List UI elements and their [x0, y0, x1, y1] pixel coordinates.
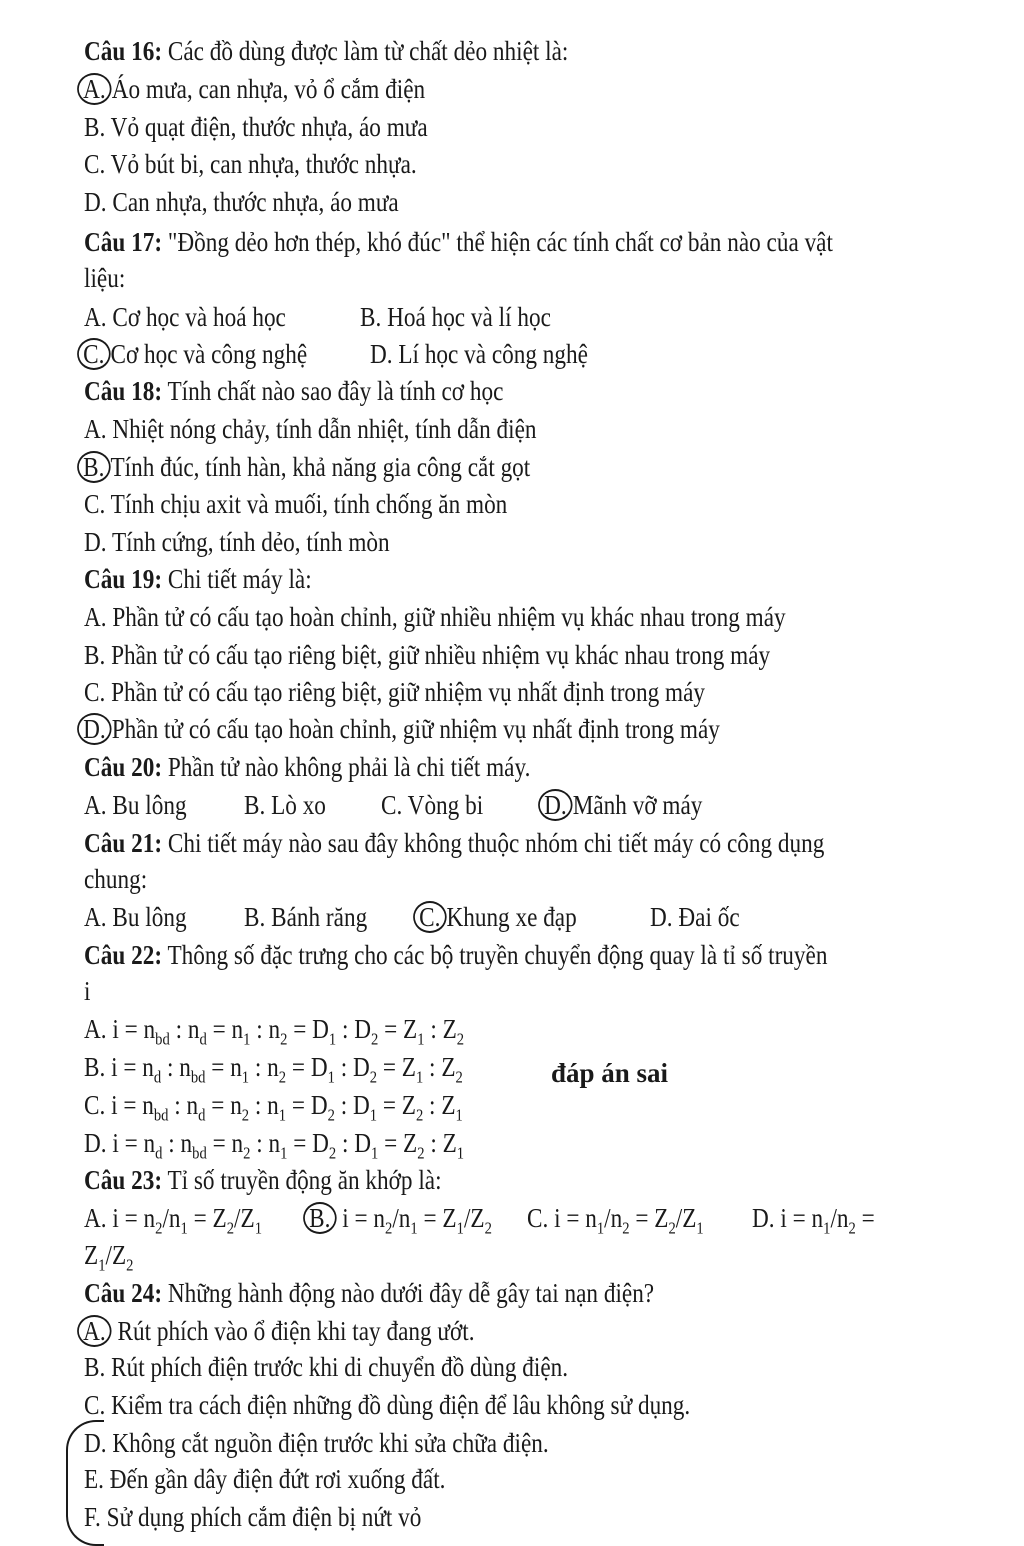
q16-option-c: C. Vỏ bút bi, can nhựa, thước nhựa.: [84, 149, 417, 179]
q18-option-a: A. Nhiệt nóng chảy, tính dẫn nhiệt, tính dẫn điện: [84, 414, 537, 444]
q19-option-a: A. Phần tử có cấu tạo hoàn chỉnh, giữ nhiều nhiệm vụ khác nhau trong máy: [84, 602, 786, 632]
q22-option-d: D. $i = n_d$ : $n_{bd} = n_2$ : $n_1 = D_2$ : $D_1 = Z_2$ : $Z_1$: [84, 1128, 465, 1163]
option-text: Tính đúc, tính hàn, khả năng gia công cắt gọt: [110, 452, 531, 482]
formula-prefix: D. i = n: [84, 1128, 156, 1158]
q24-option-a: [84, 1314, 475, 1348]
q24-option-c: C. Kiểm tra cách điện những đồ dùng điện để lâu không sử dụng.: [84, 1390, 691, 1420]
question-number: Câu 16:: [84, 36, 163, 66]
question-number: Câu 18:: [84, 376, 163, 406]
formula-prefix: A. i = n: [84, 1014, 156, 1044]
q17-option-b: B. Hoá học và lí học: [360, 302, 551, 332]
q24-option-b: B. Rút phích điện trước khi di chuyển đồ dùng điện.: [84, 1352, 569, 1382]
q23-option-d: D. $i = n_1/n_2$ =: [752, 1203, 875, 1238]
q22-option-b: B. $i = n_d$ : $n_{bd} = n_1$ : $n_2 = D_1$ : $D_2 = Z_1$ : $Z_2$: [84, 1052, 463, 1087]
answer-bracket: [66, 1420, 104, 1546]
q21-option-b: B. Bánh răng: [244, 902, 368, 932]
q17-option-c: [84, 337, 307, 371]
q22-option-c: C. $i = n_{bd}$ : $n_d = n_2$ : $n_1 = D_2$ : $D_1 = Z_2$ : $Z_1$: [84, 1090, 463, 1125]
q16-option-a: [84, 72, 425, 106]
q20-option-b: B. Lò xo: [244, 790, 326, 820]
q23-option-a: A. $i = n_2/n_1 = Z_2/Z_1$: [84, 1203, 263, 1238]
question-number: Câu 24:: [84, 1278, 163, 1308]
option-text: Áo mưa, can nhựa, vỏ ổ cắm điện: [111, 74, 426, 104]
question-text: Tính chất nào sao đây là tính cơ học: [162, 376, 504, 406]
q21-option-a: A. Bu lông: [84, 902, 187, 932]
formula-prefix: B. i = n: [84, 1052, 154, 1082]
formula-prefix: D. i = n: [752, 1203, 824, 1233]
question-24: [84, 1276, 654, 1310]
question-22: [84, 938, 827, 972]
question-21: [84, 826, 824, 860]
question-18: [84, 374, 503, 408]
question-22-cont: i: [84, 976, 91, 1006]
question-17-cont: liệu:: [84, 263, 126, 293]
question-19: [84, 562, 312, 596]
q23-option-c: C. $i = n_1/n_2 = Z_2/Z_1$: [527, 1203, 704, 1238]
q19-option-c: C. Phần tử có cấu tạo riêng biệt, giữ nhiệm vụ nhất định trong máy: [84, 677, 706, 707]
q19-option-d: [84, 712, 720, 746]
option-text: Cơ học và công nghệ: [110, 339, 308, 369]
answer-circle: D.: [77, 713, 112, 745]
q20-option-a: A. Bu lông: [84, 790, 187, 820]
q16-option-d: D. Can nhựa, thước nhựa, áo mưa: [84, 187, 399, 217]
q21-option-d: D. Đai ốc: [650, 902, 740, 932]
answer-circle: C.: [77, 338, 110, 370]
question-17: [84, 225, 833, 259]
answer-circle: A.: [77, 1315, 112, 1347]
option-text: Mãnh vỡ máy: [572, 790, 703, 820]
question-number: Câu 19:: [84, 564, 163, 594]
q16-option-b: B. Vỏ quạt điện, thước nhựa, áo mưa: [84, 112, 428, 142]
q20-option-d: [545, 788, 702, 822]
question-text: "Đồng dẻo hơn thép, khó đúc" thể hiện các tính chất cơ bản nào của vật: [162, 227, 833, 257]
q17-option-d: D. Lí học và công nghệ: [370, 339, 588, 369]
formula-prefix: A. i = n: [84, 1203, 156, 1233]
question-21-cont: chung:: [84, 864, 148, 894]
q18-option-d: D. Tính cứng, tính dẻo, tính mòn: [84, 527, 390, 557]
question-number: Câu 21:: [84, 828, 163, 858]
q20-option-c: C. Vòng bi: [381, 790, 484, 820]
answer-circle: B.: [303, 1202, 336, 1234]
option-text: Rút phích vào ổ điện khi tay đang ướt.: [111, 1316, 475, 1346]
question-text: Những hành động nào dưới đây dễ gây tai nạn điện?: [162, 1278, 655, 1308]
answer-circle: D.: [538, 789, 573, 821]
formula-prefix: C. i = n: [84, 1090, 154, 1120]
q18-option-b: [84, 450, 530, 484]
question-text: Chi tiết máy là:: [162, 564, 312, 594]
question-text: Thông số đặc trưng cho các bộ truyền chuyển động quay là tỉ số truyền: [162, 940, 828, 970]
question-text: Các đồ dùng được làm từ chất dẻo nhiệt là:: [162, 36, 569, 66]
q21-option-c: [420, 900, 577, 934]
q24-option-d: D. Không cắt nguồn điện trước khi sửa chữa điện.: [84, 1428, 549, 1458]
q23-option-b: B. $i = n_2/n_1 = Z_1/Z_2$: [310, 1201, 492, 1245]
question-number: Câu 23:: [84, 1165, 163, 1195]
q19-option-b: B. Phần tử có cấu tạo riêng biệt, giữ nhiều nhiệm vụ khác nhau trong máy: [84, 640, 771, 670]
q24-option-f: F. Sử dụng phích cắm điện bị nứt vỏ: [84, 1502, 422, 1532]
answer-circle: C.: [413, 901, 446, 933]
q23-option-d-cont: $Z_1/Z_2$: [84, 1240, 134, 1275]
q17-option-a: A. Cơ học và hoá học: [84, 302, 286, 332]
answer-circle: B.: [77, 451, 110, 483]
wrong-answer-note: đáp án sai: [551, 1058, 669, 1088]
option-text: Khung xe đạp: [446, 902, 577, 932]
q22-option-a: A. $i = n_{bd}$ : $n_d = n_1$ : $n_2 = D_1$ : $D_2 = Z_1$ : $Z_2$: [84, 1014, 465, 1049]
option-text: Phần tử có cấu tạo hoàn chỉnh, giữ nhiệm vụ nhất định trong máy: [111, 714, 720, 744]
question-number: Câu 17:: [84, 227, 163, 257]
answer-circle: A.: [77, 73, 112, 105]
question-text: Tỉ số truyền động ăn khớp là:: [162, 1165, 442, 1195]
q24-option-e: E. Đến gần dây điện đứt rơi xuống đất.: [84, 1464, 446, 1494]
question-text: Chi tiết máy nào sau đây không thuộc nhóm chi tiết máy có công dụng: [162, 828, 825, 858]
question-number: Câu 22:: [84, 940, 163, 970]
formula-prefix: Z: [84, 1240, 99, 1270]
question-20: [84, 750, 530, 784]
question-16: [84, 34, 568, 68]
q18-option-c: C. Tính chịu axit và muối, tính chống ăn mòn: [84, 489, 508, 519]
question-23: [84, 1163, 442, 1197]
question-number: Câu 20:: [84, 752, 163, 782]
formula-prefix: C. i = n: [527, 1203, 597, 1233]
question-text: Phần tử nào không phải là chi tiết máy.: [162, 752, 531, 782]
